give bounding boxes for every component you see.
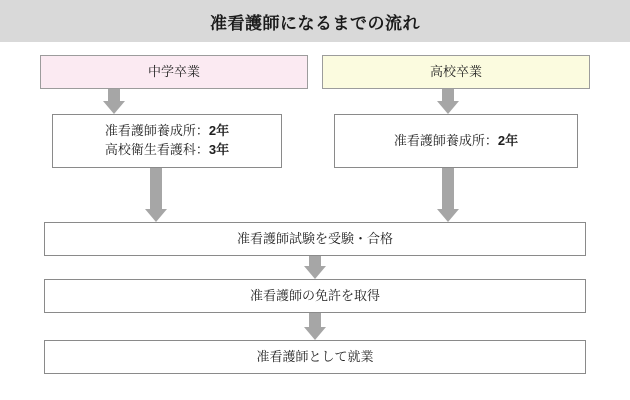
arrow-head — [437, 101, 459, 114]
node-label: 中学卒業 — [147, 63, 200, 79]
node-employment — [44, 340, 586, 374]
arrow-head — [304, 266, 326, 279]
arrow-license-to-work — [304, 313, 326, 340]
education-line: 高校衛生看護科：3年 — [104, 142, 230, 157]
arrow-head — [304, 327, 326, 340]
arrow-shaft — [150, 168, 162, 209]
arrow-shaft — [108, 89, 120, 101]
arrow-shaft — [309, 313, 321, 327]
arrow-head — [103, 101, 125, 114]
arrow-shaft — [309, 256, 321, 266]
arrow-high-school-course-to-exam — [437, 168, 459, 222]
arrow-shaft — [442, 89, 454, 101]
node-junior-high-education-paths — [52, 114, 282, 168]
node-label: 准看護師の免許を取得 — [249, 287, 380, 303]
arrow-shaft — [442, 168, 454, 209]
node-label: 高校卒業 — [429, 63, 482, 79]
arrow-high-school-to-school — [437, 89, 459, 114]
node-high-school-education-path — [334, 114, 578, 168]
node-label: 准看護師として就業 — [256, 348, 374, 364]
arrow-junior-high-to-school — [103, 89, 125, 114]
arrow-junior-high-school-to-exam — [145, 168, 167, 222]
node-junior-high-graduation — [40, 55, 308, 89]
arrow-head — [145, 209, 167, 222]
node-exam-pass — [44, 222, 586, 256]
node-license-acquired — [44, 279, 586, 313]
node-high-school-graduation — [322, 55, 590, 89]
arrow-exam-to-license — [304, 256, 326, 279]
education-line: 准看護師養成所：2年 — [393, 132, 519, 148]
education-line: 准看護師養成所：2年 — [104, 123, 230, 139]
page-title: 准看護師になるまでの流れ — [210, 13, 420, 33]
arrow-head — [437, 209, 459, 222]
node-label: 准看護師試験を受験・合格 — [236, 230, 393, 246]
